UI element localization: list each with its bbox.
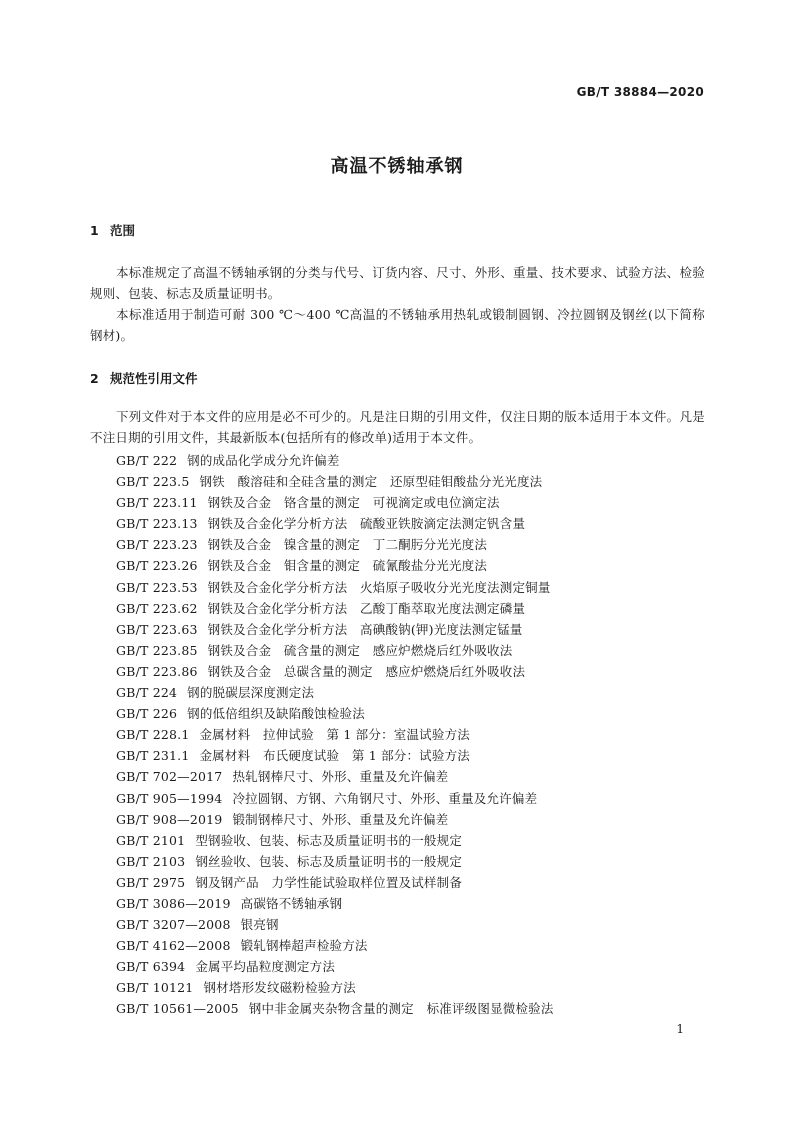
- reference-item: [116, 914, 554, 935]
- reference-code: GB/T 4162—2008: [116, 938, 231, 954]
- reference-code: GB/T 223.53: [116, 579, 198, 595]
- reference-title: 冷拉圆钢、方钢、六角钢尺寸、外形、重量及允许偏差: [232, 790, 538, 806]
- reference-item: [116, 893, 554, 914]
- page-number: 1: [676, 1022, 684, 1036]
- reference-title: 钢铁及合金化学分析方法 火焰原子吸收分光光度法测定铜量: [207, 579, 551, 595]
- reference-code: GB/T 905—1994: [116, 790, 223, 806]
- document-title: 高温不锈轴承钢: [330, 156, 464, 177]
- reference-item: [116, 450, 554, 471]
- reference-item: [116, 745, 554, 766]
- reference-title: 钢的脱碳层深度测定法: [187, 685, 315, 701]
- reference-item: [116, 998, 554, 1019]
- reference-title: 锻制钢棒尺寸、外形、重量及允许偏差: [232, 811, 449, 827]
- section-heading-scope: [90, 221, 135, 239]
- standard-code: GB/T 38884—2020: [576, 85, 704, 99]
- reference-code: GB/T 702—2017: [116, 769, 223, 785]
- reference-code: GB/T 231.1: [116, 748, 190, 764]
- reference-code: GB/T 223.86: [116, 663, 198, 679]
- reference-title: 钢铁及合金 钼含量的测定 硫氰酸盐分光光度法: [207, 558, 488, 574]
- reference-code: GB/T 223.63: [116, 621, 198, 637]
- reference-code: GB/T 908—2019: [116, 811, 223, 827]
- reference-code: GB/T 2101: [116, 832, 186, 848]
- reference-item: [116, 577, 554, 598]
- reference-title: 锻轧钢棒超声检验方法: [240, 938, 368, 954]
- reference-code: GB/T 223.13: [116, 516, 198, 532]
- reference-title: 钢铁及合金 镍含量的测定 丁二酮肟分光光度法: [207, 537, 488, 553]
- section-title: 规范性引用文件: [110, 371, 198, 386]
- reference-list: [116, 450, 554, 1020]
- reference-title: 钢材塔形发纹磁粉检验方法: [203, 980, 356, 996]
- reference-item: [116, 513, 554, 534]
- reference-code: GB/T 223.23: [116, 537, 198, 553]
- reference-code: GB/T 223.5: [116, 474, 190, 490]
- reference-item: [116, 471, 554, 492]
- reference-title: 银亮钢: [240, 917, 279, 933]
- reference-code: GB/T 6394: [116, 959, 186, 975]
- reference-item: [116, 555, 554, 576]
- section-heading-normative-references: [90, 369, 198, 387]
- reference-item: [116, 809, 554, 830]
- reference-item: [116, 492, 554, 513]
- reference-title: 金属平均晶粒度测定方法: [195, 959, 336, 975]
- reference-title: 钢铁及合金化学分析方法 高碘酸钠(钾)光度法测定锰量: [207, 621, 523, 637]
- reference-title: 钢铁及合金化学分析方法 硫酸亚铁胺滴定法测定钒含量: [207, 516, 526, 532]
- reference-title: 钢铁及合金 硫含量的测定 感应炉燃烧后红外吸收法: [207, 642, 513, 658]
- reference-title: 钢及钢产品 力学性能试验取样位置及试样制备: [195, 874, 463, 890]
- reference-title: 金属材料 拉伸试验 第 1 部分：室温试验方法: [199, 727, 470, 743]
- reference-item: [116, 851, 554, 872]
- reference-item: [116, 598, 554, 619]
- reference-title: 高碳铬不锈轴承钢: [240, 895, 343, 911]
- section-title: 范围: [110, 223, 136, 238]
- reference-title: 金属材料 布氏硬度试验 第 1 部分：试验方法: [199, 748, 470, 764]
- reference-code: GB/T 223.62: [116, 600, 198, 616]
- reference-item: [116, 766, 554, 787]
- reference-title: 钢的低倍组织及缺陷酸蚀检验法: [187, 706, 365, 722]
- reference-item: [116, 872, 554, 893]
- scope-paragraph-2: 本标准适用于制造可耐 300 ℃～400 ℃高温的不锈轴承用热轧或锻制圆钢、冷拉圆钢及钢丝(以下简称钢材)。: [90, 307, 705, 343]
- reference-code: GB/T 223.11: [116, 495, 198, 511]
- reference-title: 型钢验收、包装、标志及质量证明书的一般规定: [195, 832, 463, 848]
- reference-code: GB/T 2103: [116, 853, 186, 869]
- reference-title: 钢丝验收、包装、标志及质量证明书的一般规定: [195, 853, 463, 869]
- references-intro-paragraph: 下列文件对于本文件的应用是必不可少的。凡是注日期的引用文件，仅注日期的版本适用于本文件。凡是不注日期的引用文件，其最新版本(包括所有的修改单)适用于本文件。: [90, 409, 705, 445]
- reference-title: 钢铁及合金 总碳含量的测定 感应炉燃烧后红外吸收法: [207, 663, 526, 679]
- reference-item: [116, 661, 554, 682]
- reference-item: [116, 935, 554, 956]
- reference-item: [116, 724, 554, 745]
- reference-code: GB/T 226: [116, 706, 178, 722]
- reference-title: 钢铁 酸溶硅和全硅含量的测定 还原型硅钼酸盐分光光度法: [199, 474, 543, 490]
- reference-code: GB/T 3086—2019: [116, 895, 231, 911]
- reference-title: 热轧钢棒尺寸、外形、重量及允许偏差: [232, 769, 449, 785]
- reference-item: [116, 788, 554, 809]
- reference-code: GB/T 10121: [116, 980, 194, 996]
- scope-paragraph-1: 本标准规定了高温不锈轴承钢的分类与代号、订货内容、尺寸、外形、重量、技术要求、试验方法、检验规则、包装、标志及质量证明书。: [90, 265, 705, 301]
- reference-item: [116, 619, 554, 640]
- reference-item: [116, 956, 554, 977]
- reference-item: [116, 830, 554, 851]
- reference-item: [116, 534, 554, 555]
- reference-item: [116, 682, 554, 703]
- reference-code: GB/T 228.1: [116, 727, 190, 743]
- reference-title: 钢中非金属夹杂物含量的测定 标准评级图显微检验法: [248, 1001, 554, 1017]
- section-number: 1: [90, 223, 99, 238]
- reference-item: [116, 640, 554, 661]
- reference-code: GB/T 224: [116, 685, 178, 701]
- reference-code: GB/T 2975: [116, 874, 186, 890]
- reference-item: [116, 977, 554, 998]
- reference-title: 钢铁及合金化学分析方法 乙酸丁酯萃取光度法测定磷量: [207, 600, 526, 616]
- reference-item: [116, 703, 554, 724]
- reference-code: GB/T 10561—2005: [116, 1001, 239, 1017]
- reference-title: 钢的成品化学成分允许偏差: [187, 453, 340, 468]
- reference-code: GB/T 222: [116, 453, 178, 468]
- reference-code: GB/T 223.26: [116, 558, 198, 574]
- reference-title: 钢铁及合金 铬含量的测定 可视滴定或电位滴定法: [207, 495, 500, 511]
- reference-code: GB/T 223.85: [116, 642, 198, 658]
- section-number: 2: [90, 371, 99, 386]
- reference-code: GB/T 3207—2008: [116, 917, 231, 933]
